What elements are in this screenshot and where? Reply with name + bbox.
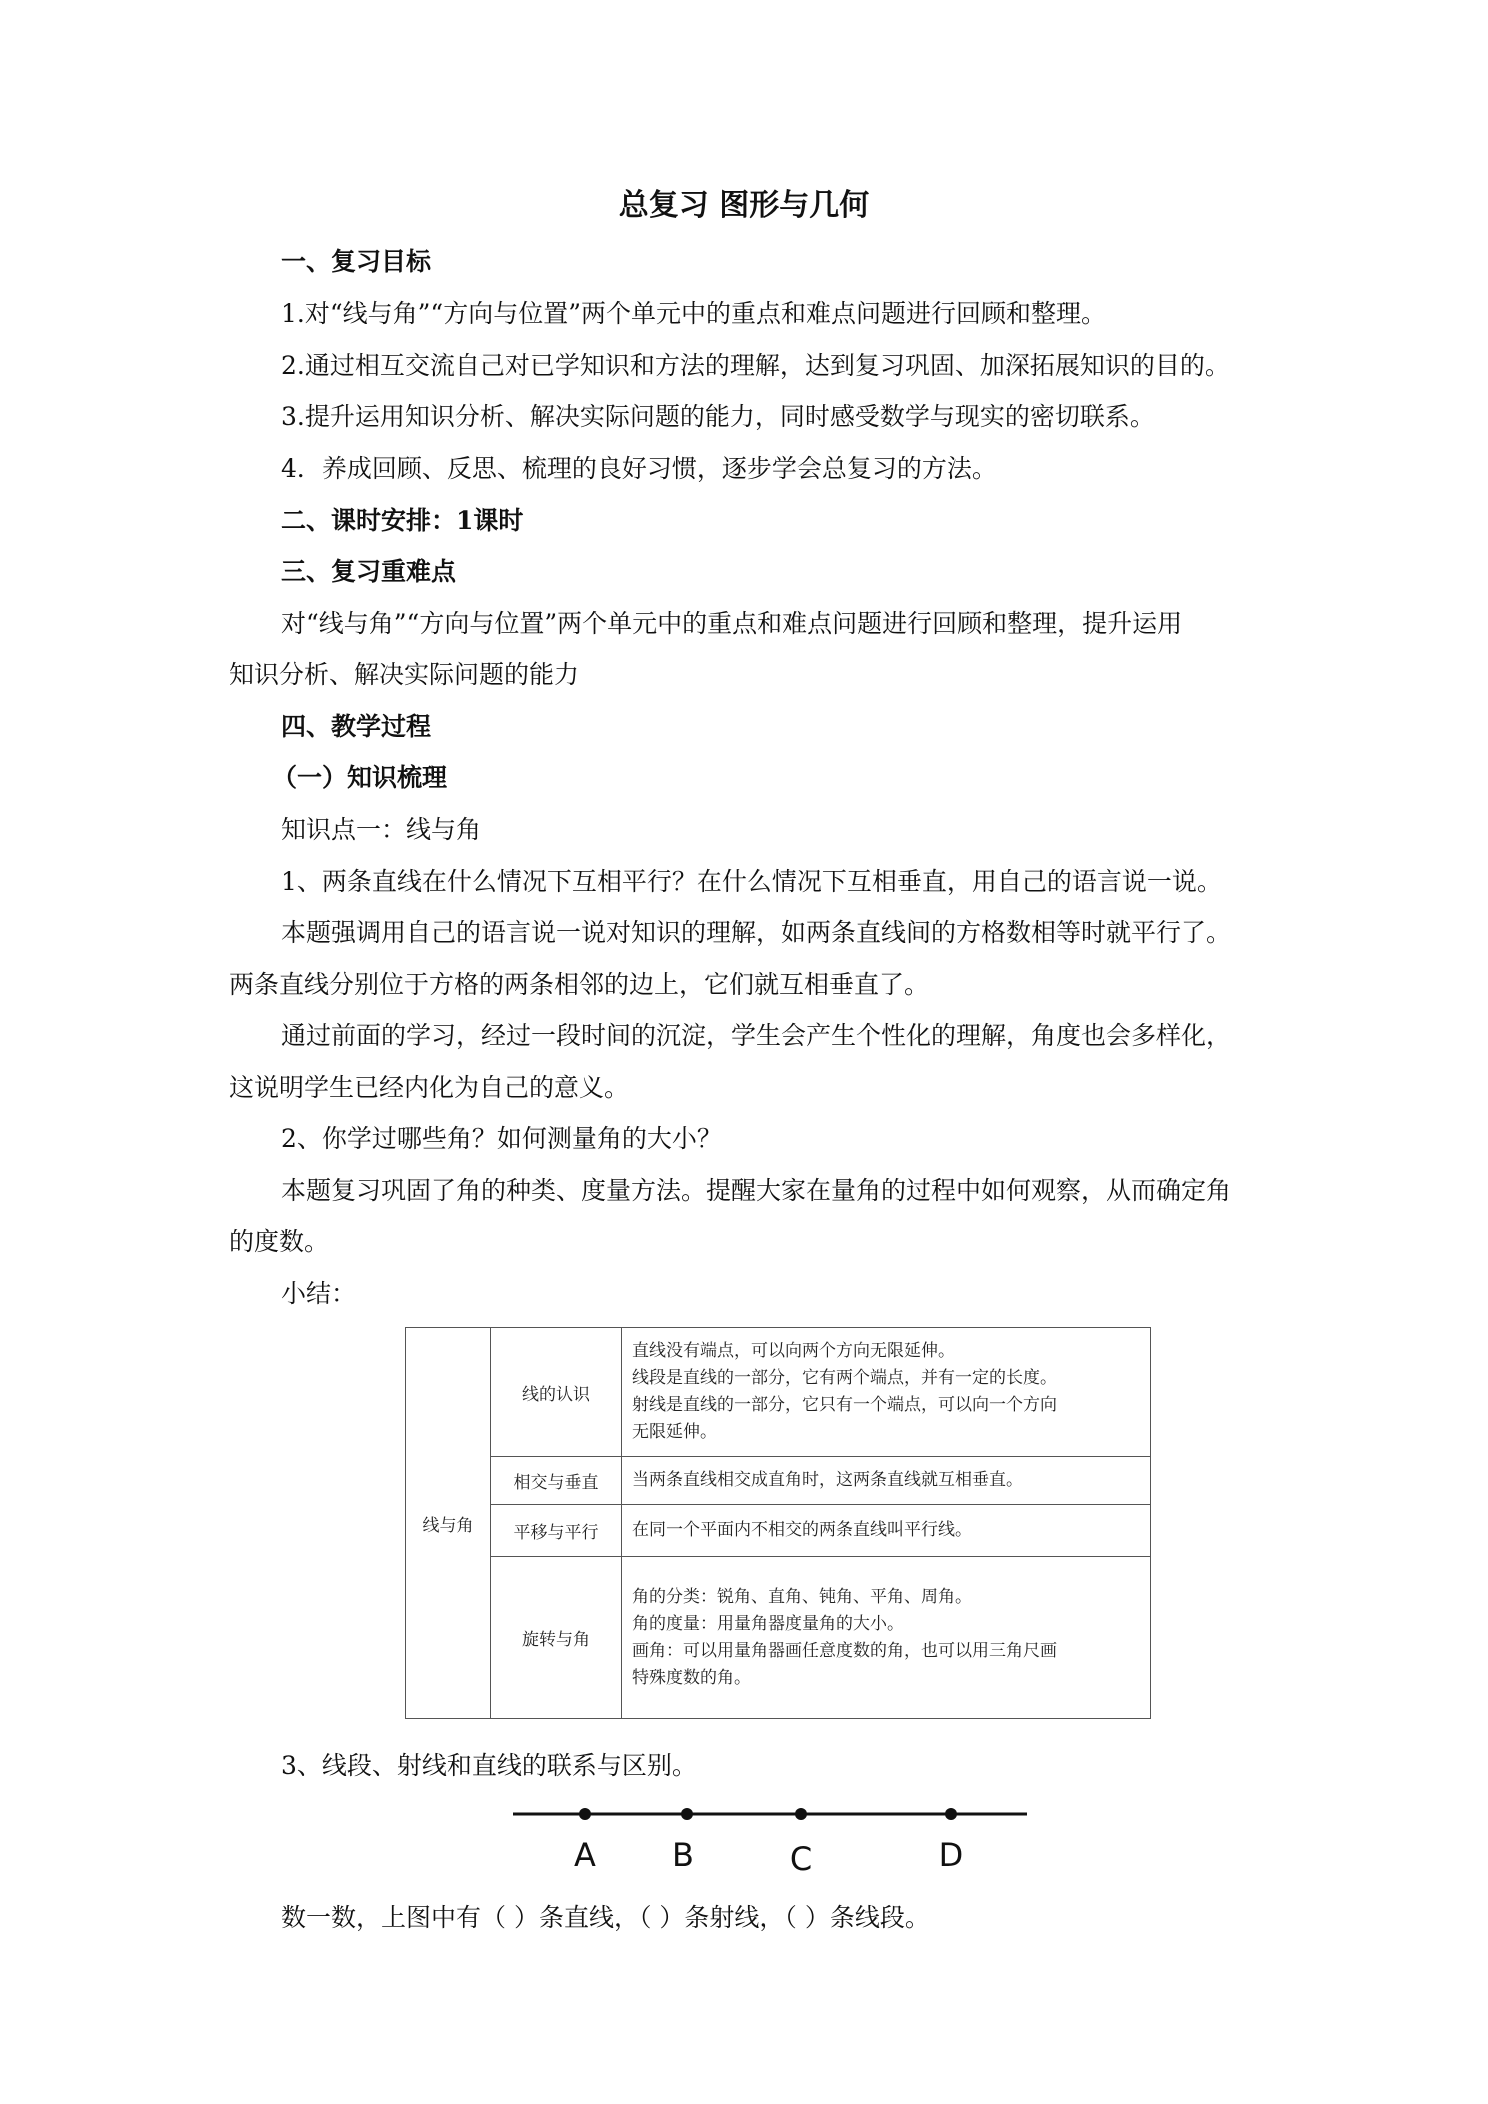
- description-line: 当两条直线相交成直角时，这两条直线就互相垂直。: [632, 1470, 1023, 1490]
- table-row-label: 相交与垂直: [491, 1457, 622, 1505]
- section-3-text-line2: 知识分析、解决实际问题的能力: [229, 660, 580, 689]
- subsection-heading: （一）知识梳理: [272, 763, 448, 792]
- table-row-label: 旋转与角: [491, 1557, 622, 1719]
- point-c-dot: [795, 1808, 807, 1820]
- goal-item-3: 3.提升运用知识分析、解决实际问题的能力，同时感受数学与现实的密切联系。: [281, 402, 1155, 431]
- goal-item-2: 2.通过相互交流自己对已学知识和方法的理解，达到复习巩固、加深拓展知识的目的。: [281, 351, 1230, 380]
- paragraph-3-line2: 的度数。: [229, 1227, 330, 1256]
- line-points-figure: [505, 1790, 1035, 1890]
- description-line: 线段是直线的一部分，它有两个端点，并有一定的长度。: [632, 1368, 1057, 1388]
- paragraph-1-line2: 两条直线分别位于方格的两条相邻的边上，它们就互相垂直了。: [229, 970, 930, 999]
- goal-item-1: 1.对“线与角”“方向与位置”两个单元中的重点和难点问题进行回顾和整理。: [281, 299, 1106, 328]
- description-line: 射线是直线的一部分，它只有一个端点，可以向一个方向: [632, 1395, 1057, 1415]
- table-row: [406, 1328, 1151, 1457]
- section-1-heading: 一、复习目标: [281, 247, 432, 276]
- table-row-description: [622, 1557, 1151, 1719]
- table-row-description: [622, 1328, 1151, 1457]
- paragraph-3-line1: 本题复习巩固了角的种类、度量方法。提醒大家在量角的过程中如何观察，从而确定角: [281, 1176, 1232, 1205]
- table-row: [406, 1505, 1151, 1557]
- point-a-dot: [579, 1808, 591, 1820]
- knowledge-point-title: 知识点一：线与角: [281, 815, 482, 844]
- description-line: 角的分类：锐角、直角、钝角、平角、周角。: [632, 1586, 972, 1607]
- point-d-label: D: [938, 1836, 964, 1874]
- section-4-heading: 四、教学过程: [281, 712, 432, 741]
- point-c-label: C: [789, 1840, 813, 1878]
- point-b-dot: [681, 1808, 693, 1820]
- table-row: [406, 1557, 1151, 1719]
- count-question: 数一数，上图中有（ ）条直线，（ ）条射线，（ ）条线段。: [281, 1903, 930, 1932]
- question-1: 1、两条直线在什么情况下互相平行？在什么情况下互相垂直，用自己的语言说一说。: [281, 867, 1222, 896]
- table-row-description: [622, 1457, 1151, 1505]
- question-3: 3、线段、射线和直线的联系与区别。: [281, 1751, 697, 1780]
- description-line: 画角：可以用量角器画任意度数的角，也可以用三角尺画: [632, 1640, 1057, 1661]
- table-row: [406, 1457, 1151, 1505]
- point-d-dot: [945, 1808, 957, 1820]
- description-line: 直线没有端点，可以向两个方向无限延伸。: [632, 1341, 955, 1361]
- point-b-label: B: [672, 1836, 694, 1874]
- section-3-heading: 三、复习重难点: [281, 557, 457, 586]
- table-row-label: 线的认识: [491, 1328, 622, 1457]
- table-main-category: 线与角: [406, 1328, 491, 1719]
- summary-label: 小结：: [281, 1279, 357, 1308]
- paragraph-1-line1: 本题强调用自己的语言说一说对知识的理解，如两条直线间的方格数相等时就平行了。: [281, 918, 1232, 947]
- summary-table: [405, 1327, 1151, 1719]
- table-row-label: 平移与平行: [491, 1505, 622, 1557]
- page-title: 总复习 图形与几何: [618, 188, 870, 223]
- goal-item-4: 4．养成回顾、反思、梳理的良好习惯，逐步学会总复习的方法。: [281, 454, 997, 483]
- question-2: 2、你学过哪些角？如何测量角的大小？: [281, 1124, 722, 1153]
- section-2-heading: 二、课时安排：1课时: [281, 506, 524, 535]
- paragraph-2-line1: 通过前面的学习，经过一段时间的沉淀，学生会产生个性化的理解，角度也会多样化，: [281, 1021, 1232, 1050]
- table-row-description: [622, 1505, 1151, 1557]
- paragraph-2-line2: 这说明学生已经内化为自己的意义。: [229, 1073, 630, 1102]
- description-line: 在同一个平面内不相交的两条直线叫平行线。: [632, 1520, 972, 1540]
- point-a-label: A: [574, 1836, 596, 1874]
- description-line: 无限延伸。: [632, 1422, 717, 1442]
- description-line: 角的度量：用量角器度量角的大小。: [632, 1613, 904, 1634]
- description-line: 特殊度数的角。: [632, 1667, 751, 1688]
- section-3-text-line1: 对“线与角”“方向与位置”两个单元中的重点和难点问题进行回顾和整理，提升运用: [281, 609, 1183, 638]
